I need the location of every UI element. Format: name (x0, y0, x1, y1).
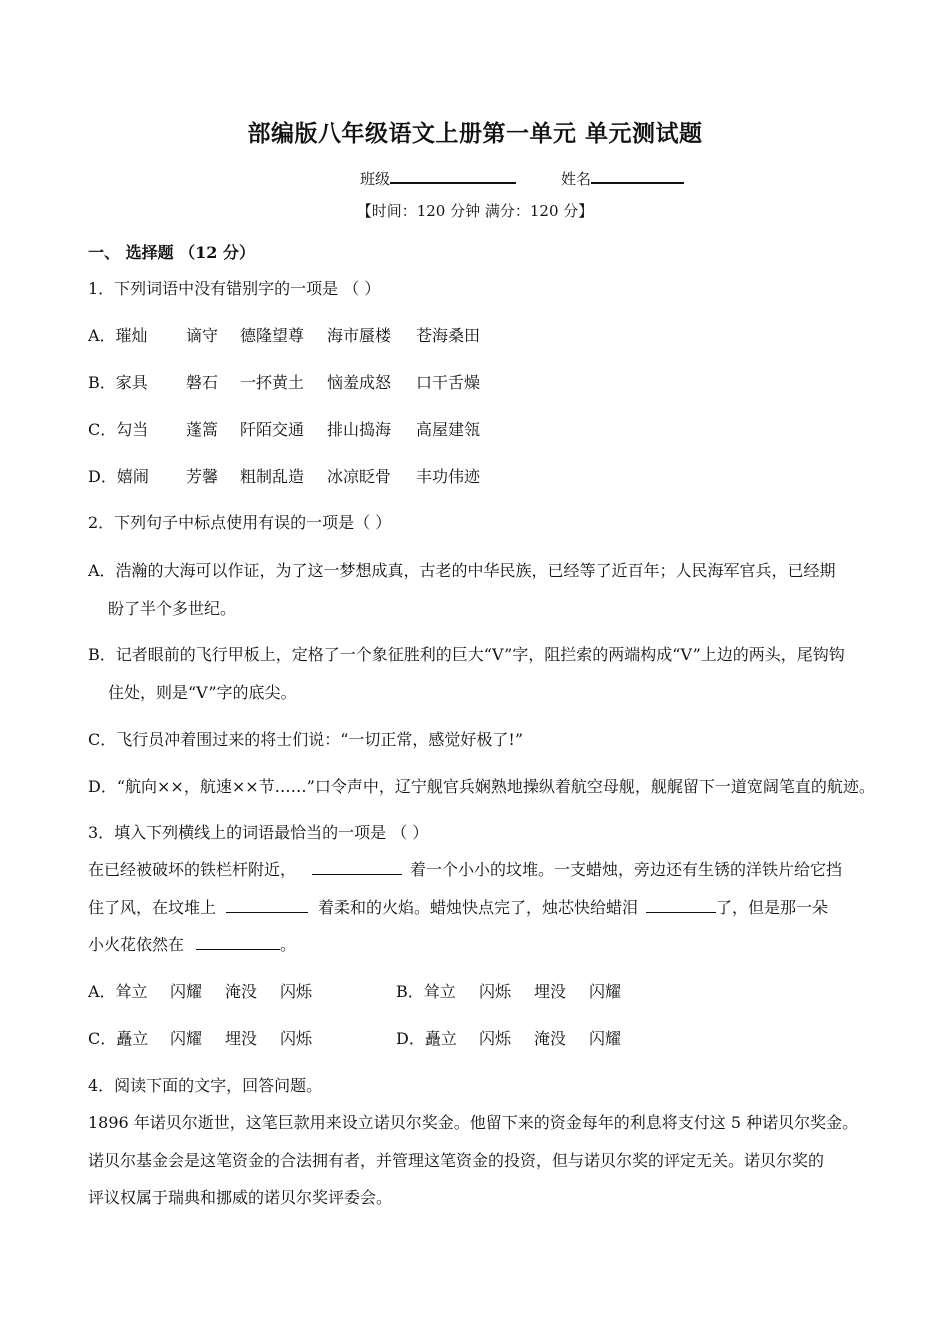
question-3-passage-line2: 住了风，在坟堆上 着柔和的火焰。蜡烛快点完了，烛芯快给蜡泪 了，但是那一朵 (88, 898, 829, 917)
section-heading: 一、 选择题 （12 分） (88, 243, 255, 262)
question-2-option-d: D．“航向××，航速××节……”口令声中，辽宁舰官兵娴熟地操纵着航空母舰，舰艉留下一道宽阔笔直的航迹。 (88, 777, 875, 796)
question-3-option-a: A．耸立 闪耀 淹没 闪烁 (88, 982, 313, 1001)
question-3-option-c: C．矗立 闪耀 埋没 闪烁 (88, 1029, 313, 1048)
fill-blank (312, 860, 402, 875)
class-blank (390, 166, 516, 184)
question-1-stem: 1．下列词语中没有错别字的一项是 （ ） (88, 279, 381, 298)
question-1-option-c: C．勾当 蓬篙 阡陌交通 排山捣海 高屋建瓴 (88, 420, 481, 439)
question-4-passage-line3: 评议权属于瑞典和挪威的诺贝尔奖评委会。 (88, 1188, 393, 1207)
fill-blank (646, 898, 716, 913)
class-field (360, 166, 516, 189)
question-2-option-a-line2: 盼了半个多世纪。 (108, 599, 237, 618)
question-4-passage-line1: 1896 年诺贝尔逝世，这笔巨款用来设立诺贝尔奖金。他留下来的资金每年的利息将支付这 5 种诺贝尔奖金。 (88, 1113, 859, 1132)
class-label: 班级 (360, 170, 391, 188)
question-2-option-b-line2: 住处，则是“V”字的底尖。 (108, 683, 297, 702)
fill-blank (226, 898, 308, 913)
question-4-stem: 4．阅读下面的文字，回答问题。 (88, 1076, 323, 1095)
question-4-passage-line2: 诺贝尔基金会是这笔资金的合法拥有者，并管理这笔资金的投资，但与诺贝尔奖的评定无关。诺贝尔奖的 (88, 1151, 825, 1170)
name-field (561, 166, 684, 189)
question-1-option-d: D．嬉闹 芳馨 粗制乱造 冰凉眨骨 丰功伟迹 (88, 467, 481, 486)
question-3-option-b: B．耸立 闪烁 埋没 闪耀 (396, 982, 622, 1001)
question-2-option-b-line1: B．记者眼前的飞行甲板上，定格了一个象征胜利的巨大“V”字，阻拦索的两端构成“V”上边的两头，尾钩钩 (88, 645, 845, 664)
question-2-stem: 2．下列句子中标点使用有误的一项是（ ） (88, 513, 392, 532)
question-2-option-a-line1: A．浩瀚的大海可以作证，为了这一梦想成真，古老的中华民族，已经等了近百年；人民海军官兵，已经期 (88, 561, 836, 580)
question-1-option-b: B．家具 磐石 一抔黄土 恼羞成怒 口干舌燥 (88, 373, 481, 392)
question-3-stem: 3．填入下列横线上的词语最恰当的一项是 （ ） (88, 823, 429, 842)
time-score-info: 【时间：120 分钟 满分：120 分】 (356, 202, 594, 220)
question-3-passage-line3: 小火花依然在 。 (88, 935, 297, 954)
question-3-passage-line1: 在已经被破坏的铁栏杆附近， 着一个小小的坟堆。一支蜡烛，旁边还有生锈的洋铁片给它挡 (88, 860, 843, 879)
question-1-option-a: A．璀灿 谪守 德隆望尊 海市蜃楼 苍海桑田 (88, 326, 481, 345)
question-2-option-c: C．飞行员冲着围过来的将士们说：“一切正常，感觉好极了!” (88, 730, 524, 749)
question-3-option-d: D．矗立 闪烁 淹没 闪耀 (396, 1029, 622, 1048)
name-blank (591, 166, 684, 184)
page-title: 部编版八年级语文上册第一单元 单元测试题 (247, 120, 703, 147)
name-label: 姓名 (561, 170, 592, 188)
fill-blank (196, 935, 280, 950)
